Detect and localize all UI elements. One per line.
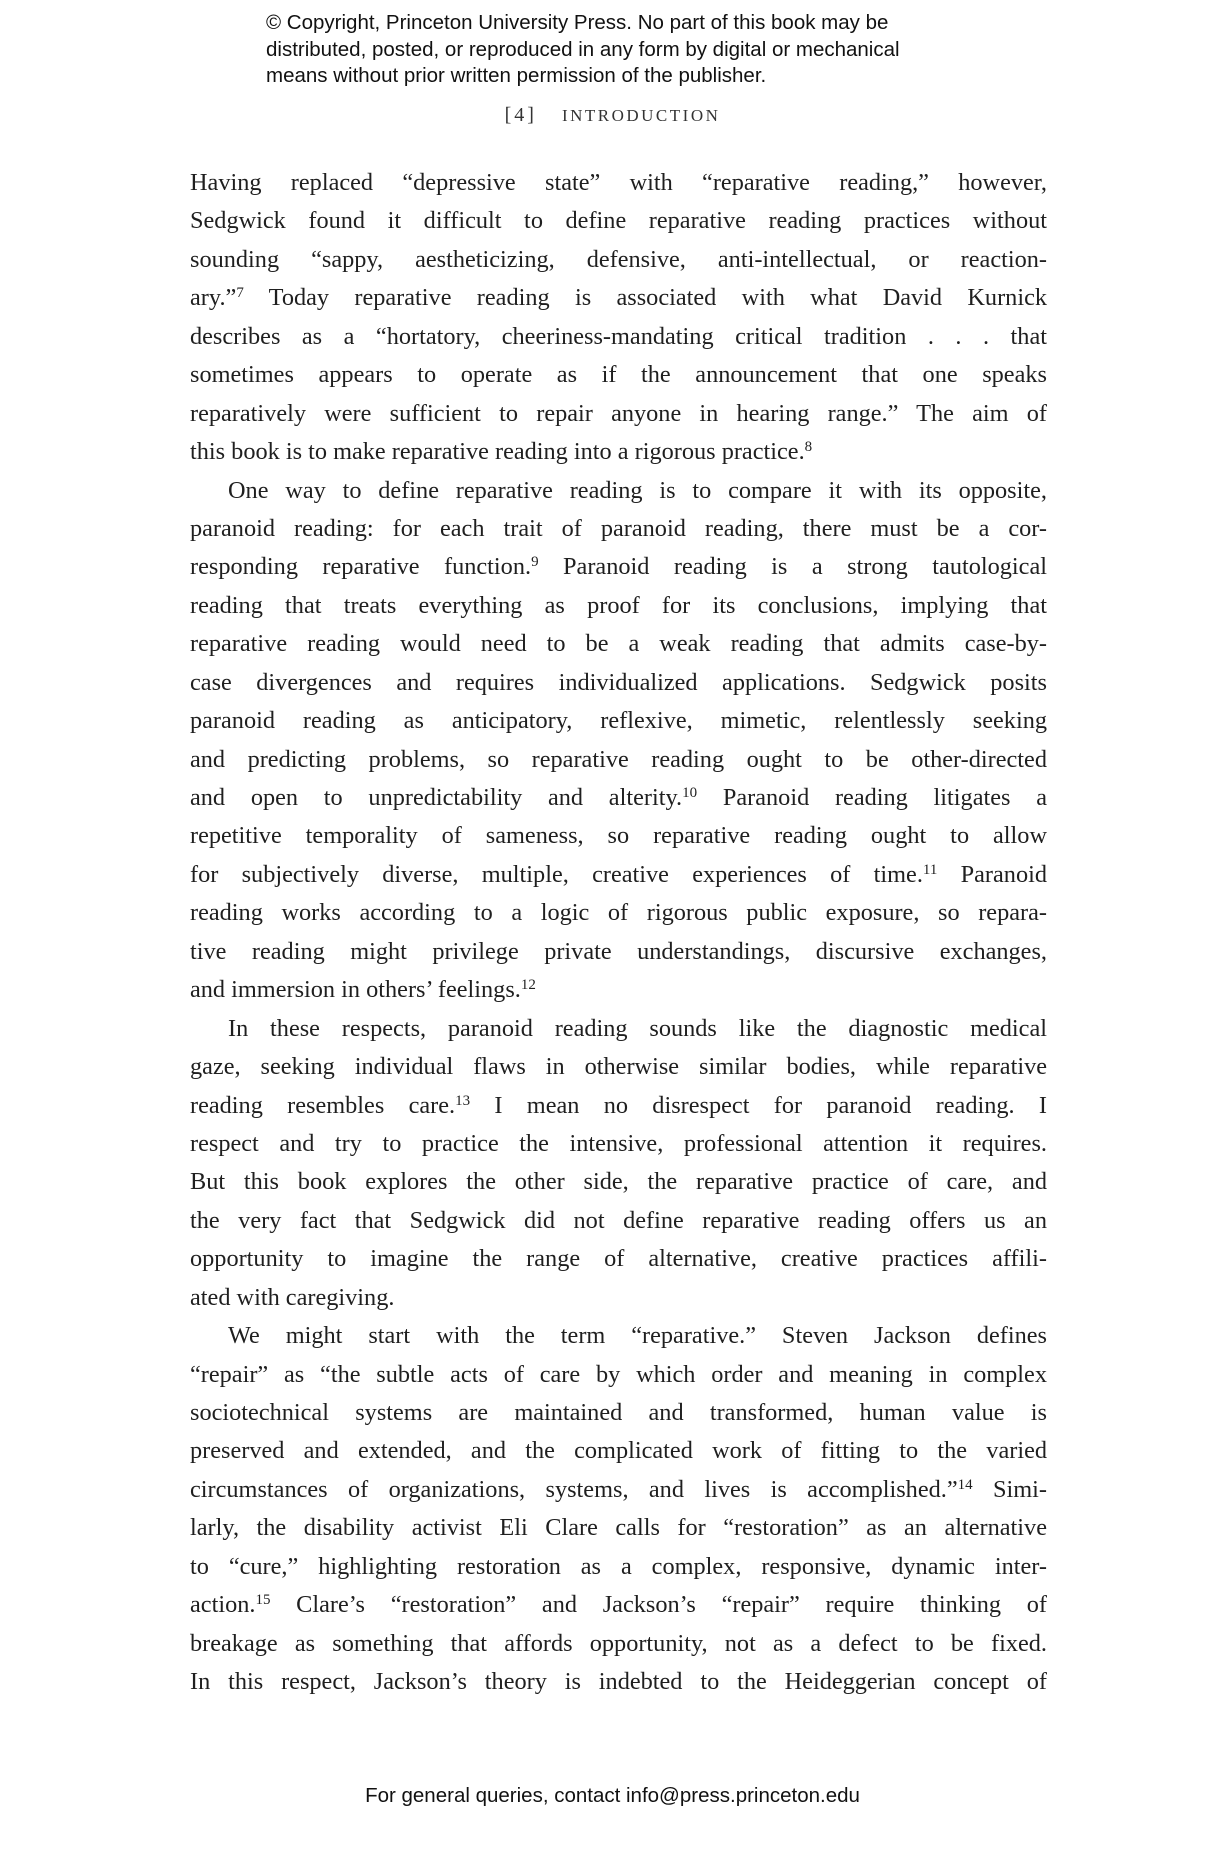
- text-line: [190, 1010, 1047, 1048]
- text-run: case divergences and requires individualized applications. Sedgwick posits: [190, 668, 1047, 696]
- text-line: [190, 894, 1047, 932]
- text-line: [190, 1432, 1047, 1470]
- text-line: [190, 241, 1047, 279]
- text-line: [190, 356, 1047, 394]
- text-run: Paranoid reading litigates a: [697, 784, 1047, 811]
- text-run: ated with caregiving.: [190, 1283, 395, 1311]
- text-line: [190, 548, 1047, 586]
- text-run: reading that treats everything as proof for its conclusions, implying that: [190, 591, 1047, 619]
- footnote-reference: 9: [531, 554, 539, 571]
- text-run: describes as a “hortatory, cheeriness-mandating critical tradition . . . that: [190, 322, 1047, 350]
- text-line: [190, 817, 1047, 855]
- text-run: sociotechnical systems are maintained and transformed, human value is: [190, 1399, 1047, 1426]
- footnote-reference: 11: [922, 861, 938, 878]
- text-line: [190, 971, 1047, 1009]
- text-line: [190, 1240, 1047, 1278]
- text-line: [190, 1394, 1047, 1432]
- text-run: gaze, seeking individual flaws in otherwise similar bodies, while reparative: [190, 1053, 1047, 1081]
- text-line: [190, 1663, 1047, 1701]
- text-run: larly, the disability activist Eli Clare calls for “restoration” as an alternative: [190, 1514, 1047, 1542]
- text-run: and open to unpredictability and alterity.: [190, 784, 683, 811]
- text-line: [190, 1125, 1047, 1163]
- text-line: [190, 433, 1047, 471]
- text-run: We might start with the term “reparative.” Steven Jackson defines: [228, 1322, 1047, 1350]
- text-run: and predicting problems, so reparative reading ought to be other-directed: [190, 745, 1047, 773]
- paragraph: [190, 1010, 1047, 1318]
- text-run: reparatively were sufficient to repair anyone in hearing range.” The aim of: [190, 399, 1047, 427]
- text-line: [190, 279, 1047, 317]
- text-run: responding reparative function.: [190, 553, 532, 581]
- text-line: [190, 1163, 1047, 1201]
- text-run: repetitive temporality of sameness, so reparative reading ought to allow: [190, 822, 1047, 850]
- text-line: [190, 587, 1047, 625]
- text-run: sounding “sappy, aestheticizing, defensive, anti-intellectual, or reaction-: [190, 245, 1047, 273]
- text-run: opportunity to imagine the range of alternative, creative practices affili-: [190, 1245, 1047, 1273]
- text-run: I mean no disrespect for paranoid reading. I: [470, 1091, 1047, 1119]
- text-line: [190, 1279, 1047, 1317]
- text-line: [190, 395, 1047, 433]
- copyright-notice: [266, 10, 1026, 90]
- text-run: Paranoid: [937, 860, 1047, 888]
- text-line: [190, 625, 1047, 663]
- paragraph: [190, 472, 1047, 1010]
- text-run: to “cure,” highlighting restoration as a complex, responsive, dynamic inter-: [190, 1552, 1047, 1580]
- text-run: Having replaced “depressive state” with “reparative reading,” however,: [190, 169, 1047, 196]
- text-line: [190, 472, 1047, 510]
- text-line: [190, 1625, 1047, 1663]
- footnote-reference: 10: [682, 784, 698, 801]
- text-run: One way to define reparative reading is to compare it with its opposite,: [228, 476, 1047, 504]
- text-line: [190, 664, 1047, 702]
- text-run: Simi-: [972, 1475, 1047, 1503]
- paragraph: [190, 1317, 1047, 1701]
- text-run: reading works according to a logic of rigorous public exposure, so repara-: [190, 899, 1047, 927]
- text-line: [190, 1471, 1047, 1509]
- text-line: [190, 741, 1047, 779]
- text-run: circumstances of organizations, systems, and lives is accomplished.”: [190, 1475, 958, 1503]
- text-run: In this respect, Jackson’s theory is indebted to the Heideggerian concept of: [190, 1668, 1047, 1696]
- text-run: this book is to make reparative reading into a rigorous practice.: [190, 438, 805, 466]
- text-run: But this book explores the other side, the reparative practice of care, and: [190, 1168, 1047, 1196]
- paragraph: [190, 164, 1047, 472]
- text-run: Paranoid reading is a strong tautological: [538, 553, 1047, 581]
- text-run: for subjectively diverse, multiple, creative experiences of time.: [190, 860, 923, 888]
- text-line: [190, 856, 1047, 894]
- footnote-reference: 15: [255, 1591, 271, 1608]
- text-line: [190, 1356, 1047, 1394]
- text-run: “repair” as “the subtle acts of care by which order and meaning in complex: [190, 1360, 1047, 1388]
- copyright-line: © Copyright, Princeton University Press. No part of this book may be: [266, 11, 889, 34]
- text-run: reading resembles care.: [190, 1091, 456, 1119]
- footnote-reference: 8: [804, 438, 813, 455]
- body-text: [190, 164, 1047, 1702]
- text-line: [190, 1548, 1047, 1586]
- text-line: [190, 318, 1047, 356]
- text-run: the very fact that Sedgwick did not define reparative reading offers us an: [190, 1206, 1047, 1234]
- page-number: [4]: [504, 104, 537, 126]
- text-line: [190, 1048, 1047, 1086]
- footnote-reference: 7: [236, 285, 244, 302]
- running-head: [0, 104, 1225, 127]
- footnote-reference: 12: [520, 976, 536, 993]
- text-run: action.: [190, 1591, 256, 1619]
- text-line: [190, 164, 1047, 202]
- text-line: [190, 779, 1047, 817]
- text-line: [190, 1202, 1047, 1240]
- text-line: [190, 933, 1047, 971]
- footnote-reference: 13: [455, 1092, 471, 1109]
- text-run: sometimes appears to operate as if the announcement that one speaks: [190, 361, 1047, 389]
- text-line: [190, 1317, 1047, 1355]
- text-run: tive reading might privilege private understandings, discursive exchanges,: [190, 937, 1047, 965]
- text-run: ary.”: [190, 284, 237, 312]
- text-run: and immersion in others’ feelings.: [190, 976, 521, 1004]
- text-run: Sedgwick found it difficult to define reparative reading practices without: [190, 207, 1047, 235]
- text-run: In these respects, paranoid reading sounds like the diagnostic medical: [228, 1014, 1047, 1042]
- text-line: [190, 1586, 1047, 1624]
- text-line: [190, 510, 1047, 548]
- text-run: Today reparative reading is associated with what David Kurnick: [243, 284, 1047, 312]
- footer-contact: For general queries, contact info@press.princeton.edu: [365, 1784, 860, 1807]
- text-run: preserved and extended, and the complicated work of fitting to the varied: [190, 1437, 1047, 1465]
- text-run: breakage as something that affords opportunity, not as a defect to be fixed.: [190, 1629, 1047, 1657]
- text-line: [190, 702, 1047, 740]
- text-line: [190, 202, 1047, 240]
- chapter-title: INTRODUCTION: [561, 106, 721, 125]
- text-run: reparative reading would need to be a weak reading that admits case-by-: [190, 630, 1047, 658]
- copyright-line: means without prior written permission of the publisher.: [266, 64, 767, 87]
- copyright-line: distributed, posted, or reproduced in any form by digital or mechanical: [266, 37, 900, 61]
- footnote-reference: 14: [957, 1476, 973, 1493]
- text-run: paranoid reading as anticipatory, reflexive, mimetic, relentlessly seeking: [190, 707, 1047, 735]
- text-run: paranoid reading: for each trait of paranoid reading, there must be a cor-: [190, 514, 1047, 542]
- text-line: [190, 1087, 1047, 1125]
- text-run: respect and try to practice the intensive, professional attention it requires.: [190, 1129, 1047, 1157]
- text-line: [190, 1509, 1047, 1547]
- text-run: Clare’s “restoration” and Jackson’s “repair” require thinking of: [270, 1591, 1047, 1619]
